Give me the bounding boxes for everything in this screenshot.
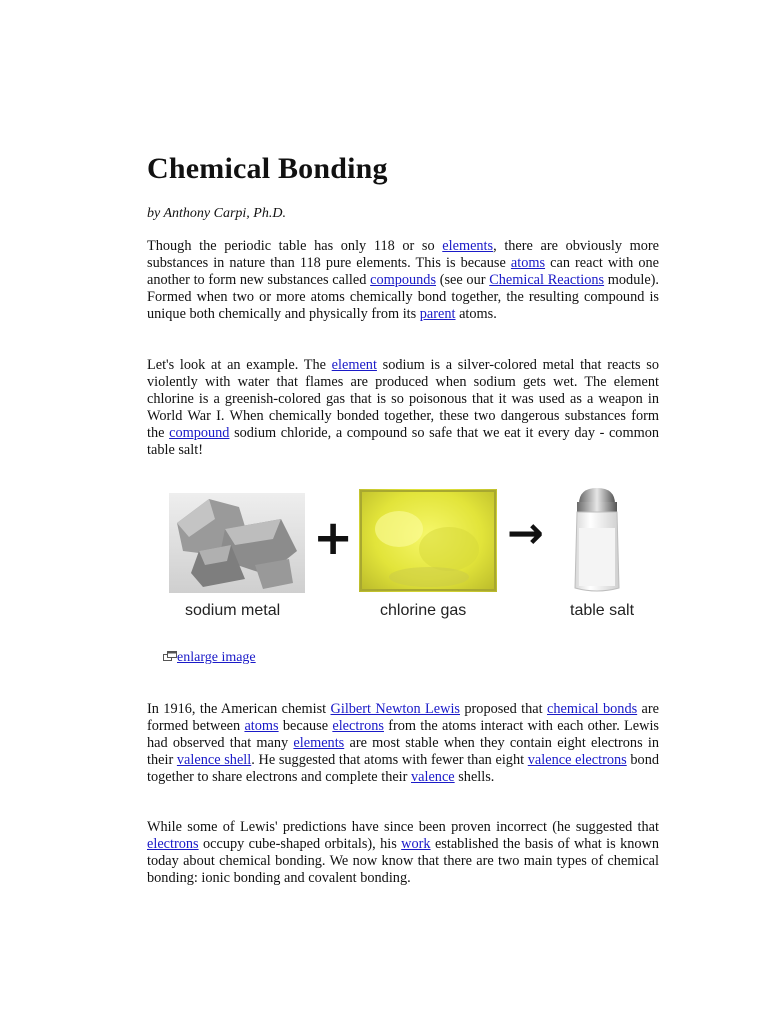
- inline-link[interactable]: elements: [442, 238, 494, 254]
- chlorine-gas-image: [359, 489, 497, 592]
- text-run: proposed that: [460, 701, 548, 717]
- text-run: shells.: [454, 769, 495, 785]
- text-run: In 1916, the American chemist: [147, 701, 331, 717]
- text-run: Let's look at an example. The: [147, 357, 332, 373]
- author-byline: by Anthony Carpi, Ph.D.: [147, 206, 286, 221]
- text-run: sodium is a silver-colored metal that reacts so violently with water that flames are produced when sodium gets wet. The element chlorine is a greenish-colored gas that is so poisonous that it was used as a weapon in World War I. When chemically bonded together, these two dangerous substances form the: [147, 357, 659, 441]
- paragraph-lewis: [147, 701, 659, 786]
- inline-link[interactable]: Chemical Reactions: [489, 272, 605, 288]
- text-run: While some of Lewis' predictions have since been proven incorrect (he suggested that: [147, 819, 659, 835]
- text-run: (see our: [436, 272, 490, 288]
- text-run: module). Formed when two or more atoms chemically bond together, the resulting compound is unique both chemically and physically from its: [147, 272, 659, 322]
- sodium-metal-image: [169, 493, 305, 593]
- reaction-arrow: →: [507, 508, 544, 559]
- paragraph-predictions: [147, 819, 659, 887]
- paragraph-intro: [147, 238, 659, 323]
- text-run: are most stable when they contain eight electrons in their: [147, 735, 659, 768]
- text-run: established the basis of what is known today about chemical bonding. We now know that there are two main types of chemical bonding: ionic bonding and covalent bonding.: [147, 836, 659, 886]
- text-run: Though the periodic table has only 118 or so: [147, 238, 443, 254]
- inline-link[interactable]: valence shell: [176, 752, 252, 768]
- inline-link[interactable]: compounds: [370, 272, 437, 288]
- enlarge-window-icon[interactable]: [163, 651, 177, 667]
- text-run: bond together to share electrons and complete their: [147, 752, 659, 785]
- inline-link[interactable]: electrons: [147, 836, 199, 852]
- inline-link[interactable]: compound: [169, 425, 230, 441]
- text-run: because: [278, 718, 333, 734]
- text-run: from the atoms interact with each other. Lewis had observed that many: [147, 718, 659, 751]
- inline-link[interactable]: atoms: [510, 255, 546, 271]
- inline-link[interactable]: element: [331, 357, 377, 373]
- inline-link[interactable]: work: [401, 836, 431, 852]
- inline-link[interactable]: parent: [419, 306, 456, 322]
- text-run: atoms.: [455, 306, 497, 322]
- inline-link[interactable]: elements: [293, 735, 345, 751]
- paragraph-example: [147, 357, 659, 459]
- text-run: occupy cube-shaped orbitals), his: [198, 836, 402, 852]
- caption-sodium-metal: sodium metal: [185, 602, 281, 619]
- inline-link[interactable]: chemical bonds: [547, 701, 638, 717]
- text-run: are formed between: [147, 701, 659, 734]
- inline-link[interactable]: electrons: [332, 718, 384, 734]
- table-salt-image: [565, 484, 629, 596]
- reaction-figure: [167, 478, 647, 628]
- inline-link[interactable]: atoms: [244, 718, 279, 734]
- plus-symbol: +: [313, 510, 354, 566]
- text-run: , there are obviously more substances in nature than 118 pure elements. This is because: [147, 238, 660, 271]
- inline-link[interactable]: valence: [411, 769, 455, 785]
- inline-link[interactable]: valence electrons: [527, 752, 627, 768]
- text-run: can react with one another to form new substances called: [147, 255, 659, 288]
- enlarge-image-link[interactable]: enlarge image: [177, 650, 256, 665]
- text-run: sodium chloride, a compound so safe that we eat it every day - common table salt!: [147, 425, 659, 458]
- page-title: Chemical Bonding: [147, 152, 388, 185]
- inline-link[interactable]: Gilbert Newton Lewis: [330, 701, 460, 717]
- caption-table-salt: table salt: [570, 602, 635, 619]
- enlarge-image-control[interactable]: [163, 650, 256, 667]
- caption-chlorine-gas: chlorine gas: [380, 602, 467, 619]
- text-run: . He suggested that atoms with fewer than eight: [251, 752, 528, 768]
